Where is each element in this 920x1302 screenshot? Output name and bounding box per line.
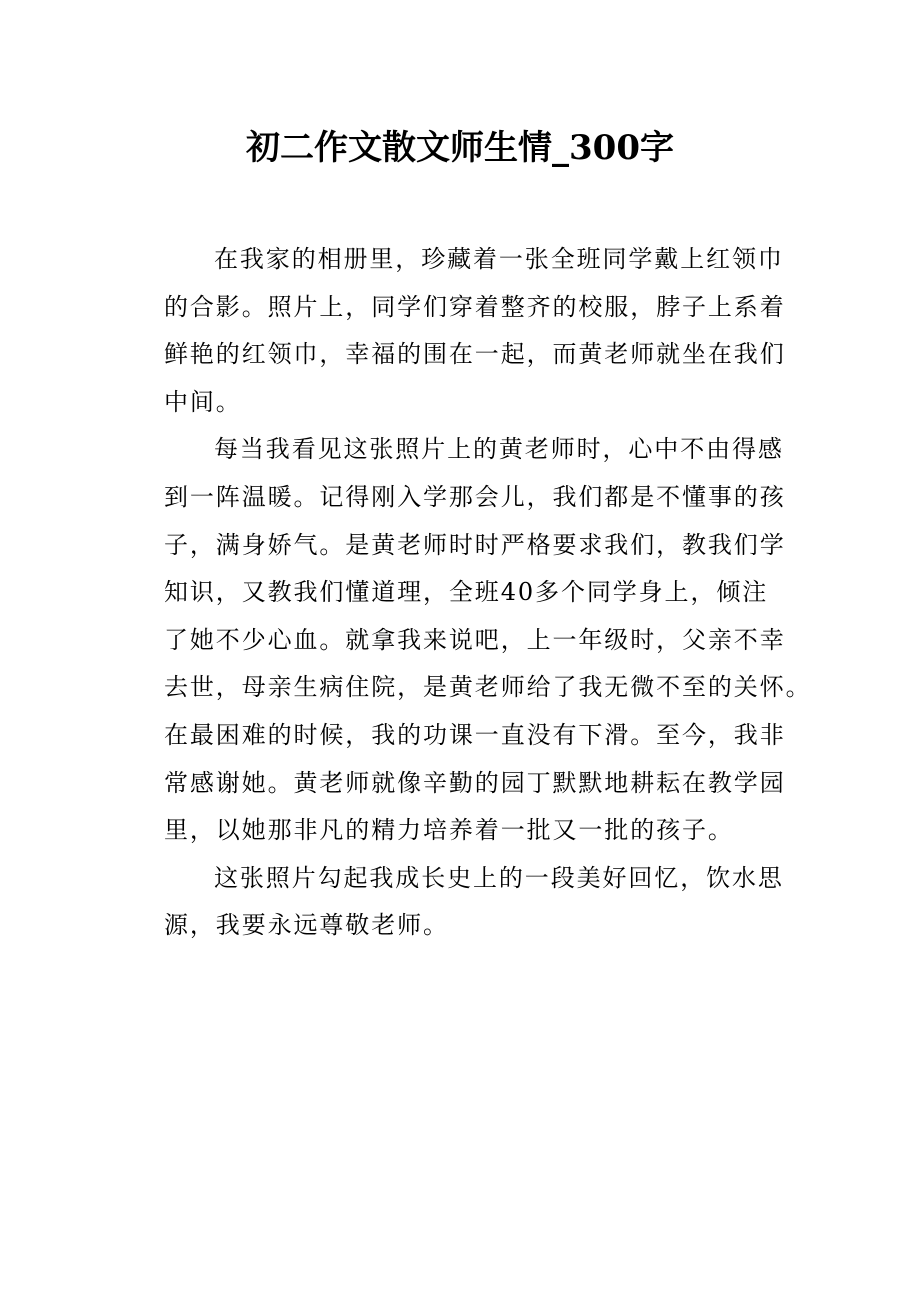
text-line: 在最困难的时候，我的功课一直没有下滑。至今，我非 (164, 720, 786, 749)
text-line: 里，以她那非凡的精力培养着一批又一批的孩子。 (164, 816, 734, 845)
text-line: 中间。 (164, 387, 242, 416)
text-line: 子，满身娇气。是黄老师时时严格要求我们，教我们学 (164, 530, 786, 559)
paragraph-3 (164, 859, 784, 954)
paragraph-1 (164, 240, 786, 430)
page-title: 初二作文散文师生情_300字 (246, 128, 674, 168)
text-line: 每当我看见这张照片上的黄老师时，心中不由得感 (214, 435, 784, 464)
paragraph-2 (164, 430, 812, 858)
text-line: 这张照片勾起我成长史上的一段美好回忆，饮水思 (214, 863, 784, 892)
text-line: 的合影。照片上，同学们穿着整齐的校服，脖子上系着 (164, 292, 786, 321)
text-line: 去世，母亲生病住院，是黄老师给了我无微不至的关怀。 (164, 673, 812, 702)
text-line: 了她不少心血。就拿我来说吧，上一年级时，父亲不幸 (164, 625, 786, 654)
text-line: 鲜艳的红领巾，幸福的围在一起，而黄老师就坐在我们 (164, 340, 786, 369)
text-line: 到一阵温暖。记得刚入学那会儿，我们都是不懂事的孩 (164, 482, 786, 511)
text-line: 在我家的相册里，珍藏着一张全班同学戴上红领巾 (214, 245, 784, 273)
text-line: 常感谢她。黄老师就像辛勤的园丁默默地耕耘在教学园 (164, 768, 786, 797)
text-line: 源，我要永远尊敬老师。 (164, 911, 449, 940)
article-body (164, 240, 812, 954)
text-line: 知识，又教我们懂道理，全班40多个同学身上，倾注 (164, 578, 769, 607)
